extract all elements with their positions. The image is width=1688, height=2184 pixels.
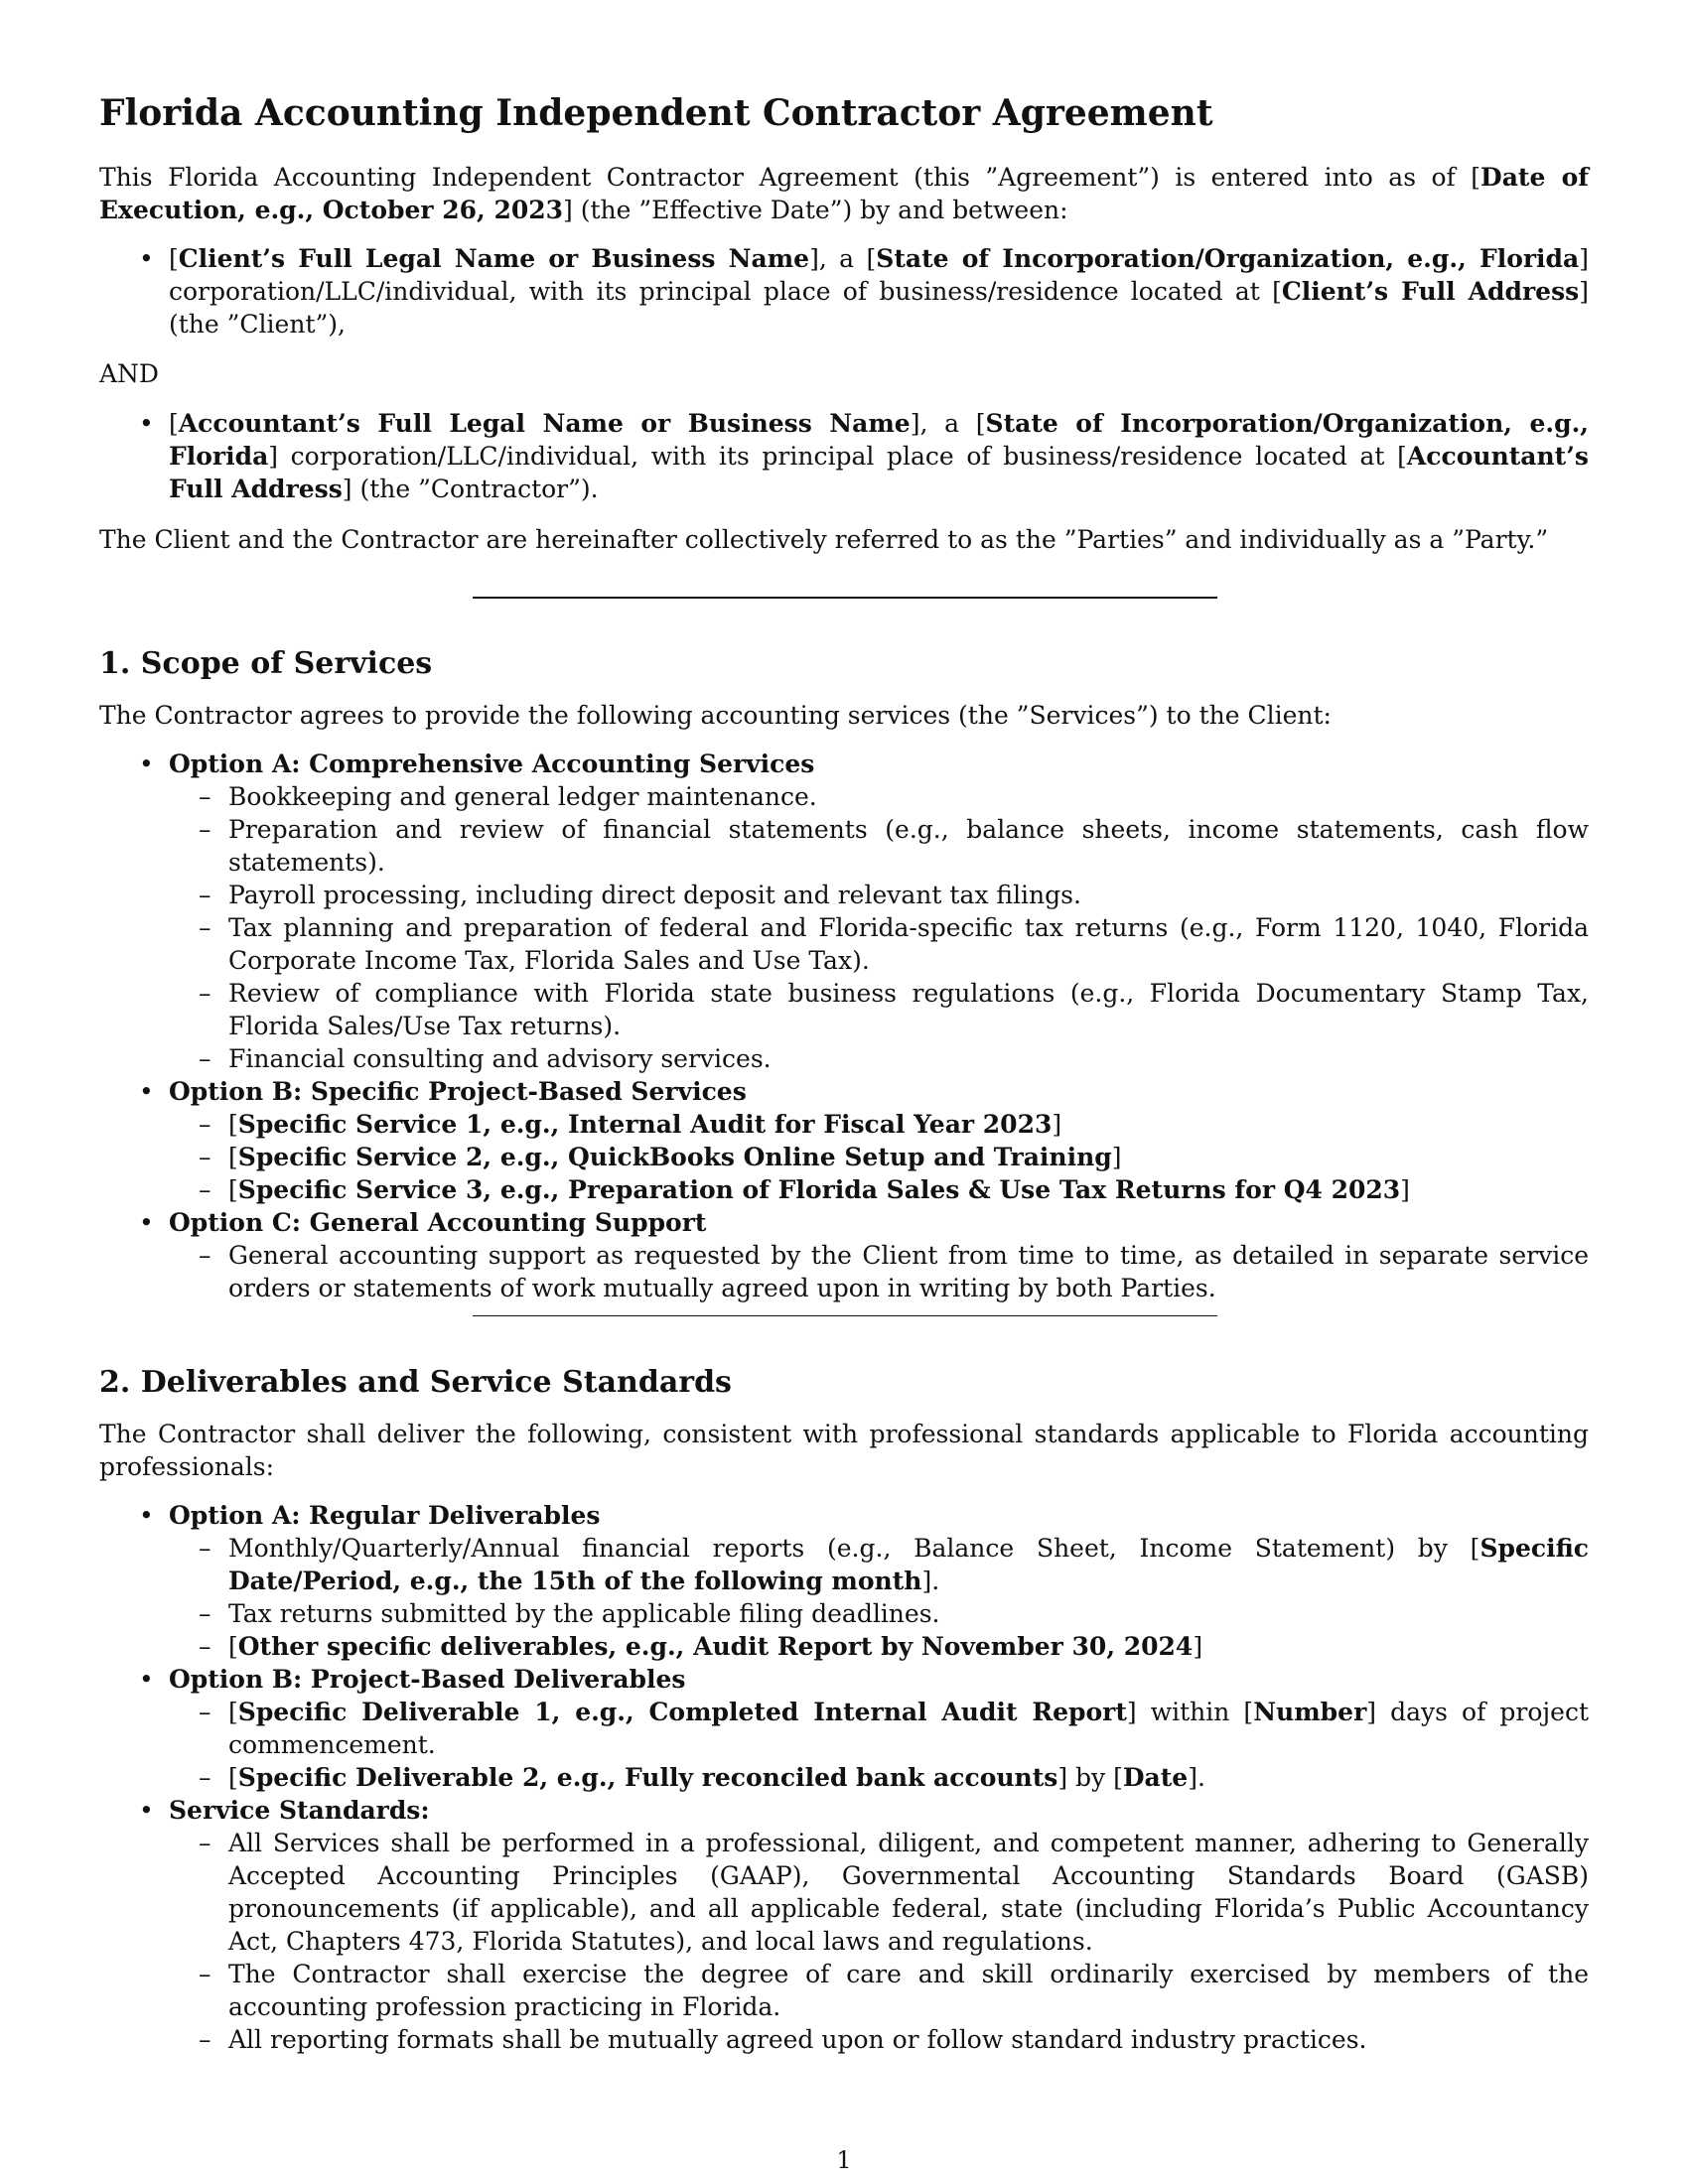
list-item: – Payroll processing, including direct deposit and relevant tax filings. <box>169 879 1589 911</box>
section-heading: 1. Scope of Services <box>99 646 433 681</box>
option-a-items <box>169 1532 1589 1663</box>
service-standards-items <box>169 1827 1589 2056</box>
option-a: • Option A: Regular Deliverables – Monthly/Quarterly/Annual financial reports (e.g., Balance Sheet, Income Statement) by [Specific Date/Period, e.g., the 15th of the following month]. – Tax returns submitted by the applicable filing deadlines. – [Other specific deliverables, e.g., Audit Report by November 30, 2024] <box>99 1499 1589 1663</box>
list-item: – Financial consulting and advisory services. <box>169 1042 1589 1075</box>
parties-definition: The Client and the Contractor are hereinafter collectively referred to as the ”Parties” and individually as a ”Party.” <box>99 525 1549 554</box>
party-client <box>99 242 1589 341</box>
list-item: – Tax planning and preparation of federal and Florida-specific tax returns (e.g., Form 1120, 1040, Florida Corporate Income Tax, Florida Sales and Use Tax). <box>169 911 1589 977</box>
list-item: – All reporting formats shall be mutually agreed upon or follow standard industry practices. <box>169 2023 1589 2056</box>
and-separator: AND <box>99 359 159 388</box>
section-1 <box>99 645 1589 1304</box>
option-b-items <box>169 1108 1589 1206</box>
list-item: – Tax returns submitted by the applicable filing deadlines. <box>169 1597 1589 1630</box>
option-c-items <box>169 1239 1589 1304</box>
horizontal-rule <box>473 1315 1217 1316</box>
section-2 <box>99 1364 1589 2056</box>
page-number: 1 <box>836 2146 852 2174</box>
list-item: – [Specific Service 3, e.g., Preparation of Florida Sales & Use Tax Returns for Q4 2023] <box>169 1173 1589 1206</box>
option-b: • Option B: Project-Based Deliverables – [Specific Deliverable 1, e.g., Completed Internal Audit Report] within [Number] days of project commencement. – [Specific Deliverable 2, e.g., Fully reconciled bank accounts] by [Date]. <box>99 1663 1589 1794</box>
option-b-items <box>169 1696 1589 1794</box>
list-item: – Monthly/Quarterly/Annual financial reports (e.g., Balance Sheet, Income Statement) by [Specific Date/Period, e.g., the 15th of the following month]. <box>169 1532 1589 1597</box>
list-item: – [Specific Service 1, e.g., Internal Audit for Fiscal Year 2023] <box>169 1108 1589 1141</box>
list-item: • [Client’s Full Legal Name or Business Name], a [State of Incorporation/Organization, e.g., Florida] corporation/LLC/individual, with its principal place of business/residence located at [Client’s Full Address] (the ”Client”), <box>99 242 1589 341</box>
list-item: – General accounting support as requested by the Client from time to time, as detailed in separate service orders or statements of work mutually agreed upon in writing by both Parties. <box>169 1239 1589 1304</box>
option-b: • Option B: Specific Project-Based Services – [Specific Service 1, e.g., Internal Audit for Fiscal Year 2023] – [Specific Service 2, e.g., QuickBooks Online Setup and Training] – [Specific Service 3, e.g., Preparation of Florida Sales & Use Tax Returns for Q4 2023] <box>99 1075 1589 1206</box>
list-item: – All Services shall be performed in a professional, diligent, and competent manner, adhering to Generally Accepted Accounting Principles (GAAP), Governmental Accounting Standards Board (GASB) pronouncements (if applicable), and all applicable federal, state (including Florida’s Public Accountancy Act, Chapters 473, Florida Statutes), and local laws and regulations. <box>169 1827 1589 1958</box>
deliverable-options <box>99 1499 1589 2056</box>
option-a: • Option A: Comprehensive Accounting Services – Bookkeeping and general ledger maintenance. – Preparation and review of financial statements (e.g., balance sheets, income statements, cash flow statements). – Payroll processing, including direct deposit and relevant tax filings. – Tax planning and preparation of federal and Florida-specific tax returns (e.g., Form 1120, 1040, Florida Corporate Income Tax, Florida Sales and Use Tax). – Review of compliance with Florida state business regulations (e.g., Florida Documentary Stamp Tax, Florida Sales/Use Tax returns). – Financial consulting and advisory services. <box>99 748 1589 1075</box>
section-intro: The Contractor shall deliver the following, consistent with professional standards applicable to Florida accounting professionals: <box>99 1420 1589 1481</box>
option-a-items <box>169 780 1589 1075</box>
scope-options <box>99 748 1589 1304</box>
list-item: – Preparation and review of financial statements (e.g., balance sheets, income statements, cash flow statements). <box>169 813 1589 879</box>
party-contractor <box>99 407 1589 505</box>
intro-text: This Florida Accounting Independent Contractor Agreement (this ”Agreement”) is entered into as of [Date of Execution, e.g., October 26, 2023] (the ”Effective Date”) by and between: <box>99 163 1589 224</box>
list-item: – Bookkeeping and general ledger maintenance. <box>169 780 1589 813</box>
intro-paragraph <box>99 161 1589 226</box>
list-item: – [Specific Deliverable 1, e.g., Completed Internal Audit Report] within [Number] days of project commencement. <box>169 1696 1589 1761</box>
option-c: • Option C: General Accounting Support – General accounting support as requested by the Client from time to time, as detailed in separate service orders or statements of work mutually agreed upon in writing by both Parties. <box>99 1206 1589 1304</box>
list-item: – Review of compliance with Florida state business regulations (e.g., Florida Documentary Stamp Tax, Florida Sales/Use Tax returns). <box>169 977 1589 1042</box>
section-heading: 2. Deliverables and Service Standards <box>99 1365 732 1400</box>
list-item: – [Specific Service 2, e.g., QuickBooks Online Setup and Training] <box>169 1141 1589 1173</box>
document-title: Florida Accounting Independent Contractor Agreement <box>99 92 1213 134</box>
list-item: – [Other specific deliverables, e.g., Audit Report by November 30, 2024] <box>169 1630 1589 1663</box>
list-item: – [Specific Deliverable 2, e.g., Fully reconciled bank accounts] by [Date]. <box>169 1761 1589 1794</box>
list-item: – The Contractor shall exercise the degree of care and skill ordinarily exercised by members of the accounting profession practicing in Florida. <box>169 1958 1589 2023</box>
horizontal-rule <box>473 597 1217 599</box>
list-item: • [Accountant’s Full Legal Name or Business Name], a [State of Incorporation/Organization, e.g., Florida] corporation/LLC/individual, with its principal place of business/residence located at [Accountant’s Full Address] (the ”Contractor”). <box>99 407 1589 505</box>
service-standards: • Service Standards: – All Services shall be performed in a professional, diligent, and competent manner, adhering to Generally Accepted Accounting Principles (GAAP), Governmental Accounting Standards Board (GASB) pronouncements (if applicable), and all applicable federal, state (including Florida’s Public Accountancy Act, Chapters 473, Florida Statutes), and local laws and regulations. – The Contractor shall exercise the degree of care and skill ordinarily exercised by members of the accounting profession practicing in Florida. – All reporting formats shall be mutually agreed upon or follow standard industry practices. <box>99 1794 1589 2056</box>
section-intro: The Contractor agrees to provide the following accounting services (the ”Services”) to the Client: <box>99 701 1332 730</box>
